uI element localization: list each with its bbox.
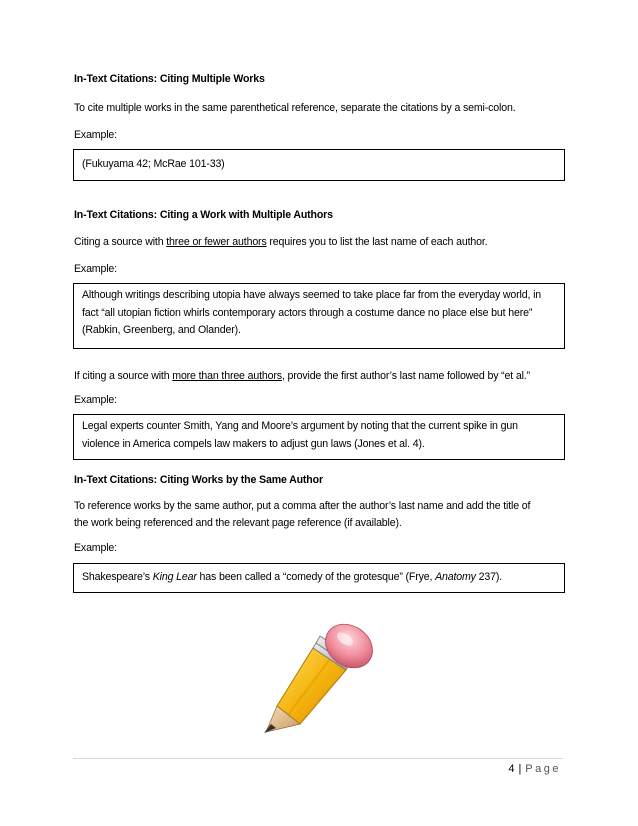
example-title: Anatomy bbox=[435, 571, 476, 583]
example-line: Although writings describing utopia have always seemed to take place far from the everyday world, in bbox=[82, 289, 542, 301]
example-line: violence in America compels law makers to adjust gun laws (Jones et al. 4). bbox=[82, 437, 425, 450]
example-label: Example: bbox=[74, 542, 117, 554]
underlined-phrase: three or fewer authors bbox=[166, 236, 267, 248]
example-text: 237). bbox=[475, 571, 503, 583]
section-intro: To cite multiple works in the same parenthetical reference, separate the citations by a semi-colon. bbox=[74, 102, 516, 114]
example-label: Example: bbox=[74, 129, 117, 141]
page-number: 4 bbox=[508, 763, 515, 775]
section-heading-same-author: In-Text Citations: Citing Works by the Same Author bbox=[74, 474, 323, 486]
example-box bbox=[73, 149, 565, 181]
intro-text: Citing a source with bbox=[74, 236, 167, 248]
section-intro-line: To reference works by the same author, put a comma after the author’s last name and add the title of bbox=[74, 500, 531, 512]
example-line: (Rabkin, Greenberg, and Olander). bbox=[82, 324, 241, 336]
section-heading-multiple-authors: In-Text Citations: Citing a Work with Multiple Authors bbox=[74, 209, 333, 221]
section-intro-2 bbox=[74, 368, 530, 385]
intro-text: requires you to list the last name of each author. bbox=[266, 236, 488, 248]
example-text: has been called a “comedy of the grotesque” (Frye, bbox=[196, 571, 436, 583]
example-label: Example: bbox=[74, 263, 117, 275]
example-title: King Lear bbox=[152, 571, 197, 583]
intro-text: If citing a source with bbox=[74, 370, 173, 382]
section-intro bbox=[74, 234, 487, 251]
example-text: Shakespeare’s bbox=[82, 571, 153, 583]
example-text: (Fukuyama 42; McRae 101-33) bbox=[82, 158, 225, 170]
example-line: Legal experts counter Smith, Yang and Moore’s argument by noting that the current spike in gun bbox=[82, 420, 518, 432]
intro-text: , provide the first author’s last name followed by “et al.” bbox=[281, 370, 530, 382]
footer-separator: | bbox=[518, 763, 522, 775]
page-footer bbox=[508, 762, 561, 776]
example-box bbox=[73, 563, 565, 593]
footer-divider bbox=[73, 758, 563, 759]
example-box bbox=[73, 283, 565, 349]
page-word: Page bbox=[525, 763, 561, 775]
section-heading-multiple-works: In-Text Citations: Citing Multiple Works bbox=[74, 73, 265, 85]
underlined-phrase: more than three authors bbox=[172, 370, 282, 382]
example-box bbox=[73, 414, 565, 460]
pencil-icon bbox=[250, 620, 390, 740]
example-label: Example: bbox=[74, 394, 117, 406]
section-intro-line: the work being referenced and the relevant page reference (if available). bbox=[74, 517, 402, 529]
example-line: fact “all utopian fiction whirls contemporary actors through a costume dance no place else but here” bbox=[82, 306, 533, 319]
